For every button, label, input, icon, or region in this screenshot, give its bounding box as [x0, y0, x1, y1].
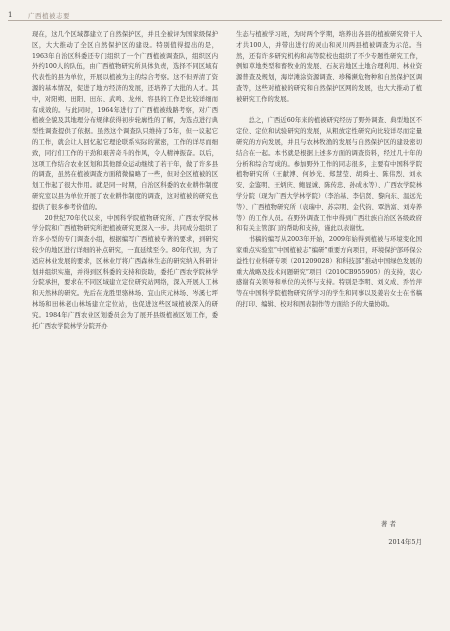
paragraph: 20世纪70年代以来，中国科学院植物研究所、广西农学院林学分院和广西植物研究所把植被研究更深入一步。共同成分组织了许多小型的专门调查小组，根据编写广西植被专著的要求，到研究较少的地区进行详细的补点研究，一直延续至今。80年代初，为了适应林业发展的要求，区林业厅将广西森林生态的研究纳入科研计划并组织实施，并得到区科委的支持和资助，委托广西农学院林学分院承担，要求在不同区域建立定位研究站网络，深入开展人工林和天然林的研究。先后在龙胜里骆林场、宜山庆元林场、岑溪七坪林场和田林老山林场建立定位站，也促进这些区域植被深入的研究。1984年广西农业区划委员会为了展开县级植被区划工作，委托广西农学院林学分院开办 [32, 214, 218, 330]
page-number: 1 [8, 11, 13, 19]
paragraph: 书稿的编写从2003年开始，2009年始得到植被与环境变化国家重点实验室“中国植被志”编研”重要方向项目，环境保护部环保公益性行业科研专项（201209028）和科技部“推动中国绿色发展的重大战略及技术问题研究”项目（2010CB955905）的支持，衷心感谢有关领导和单位的关怀与支持。特别是李明、刘义成、乔竹萍等在中国科学院植物研究所学习的学生和同事以及姜岩女士在书稿的打印、编辑、校对和图表制作等方面给予的大量协助。 [236, 236, 422, 308]
right-text-column [236, 30, 422, 311]
left-text-column [32, 30, 218, 332]
paragraph: 现在，这几个区域都建立了自然保护区，并且全被评为国家级保护区，大大推动了全区自然保护区的建设。特别值得提出的是，1963年自治区科委还专门组织了一个广西植被调查队，组织区内外约100人的队伍，由广西植物研究所具体负责，选择不同区域有代表性的县为单位，开展以植被为主的综合考察。这不但弄清了资源的基本情况，促进了地方经济的发展，还培养了大批的人才。其中，对阳朔、田阳、田东、武鸣、龙州、容县的工作是比较详细而有成效的。与此同时，1964年进行了广西植被线路考察，对广西植被全貌及其地理分布规律获得初步轮廓性的了解，为选点进行典型性调查提供了依据。虽然这个调查队只维持了5年，但一议起它的工作，就会让人回忆起它理论联系实际的紧密，工作的详尽而细致，同行们工作的干劲和艰苦奇斗的作风，令人精神振奋。以后，这项工作结合农业区划和其他群众运动继续了若干年，做了许多县的调查，虽然在植被调查方面稍微偏略了一些，但对全区植被的区划工作起了很大作用。就是同一时期，自治区科委的农业耕作制度研究室以县为单位开展了农业耕作制度的调查，这对植被的研究也提供了很多参考价值的。 [32, 31, 218, 211]
author-signature: 著 者 [380, 520, 396, 528]
running-header-title: 广西植被志要 [28, 12, 70, 20]
header-divider [8, 20, 442, 21]
paragraph: 生态与植被学习班，为时两个学期，培养出各县的植被研究骨干人才共100人，并带出进行的灵山和灵川两县植被调查为示范。当然，还有许多研究机构和高等院校也组织了不少专题性研究工作，例如草地类型和畜牧业的发展、石灰岩地区土地合理利用、林业资源普查及规划，海岸滩涂资源调查、珍稀濒危物种和自然保护区调查等，这些对植被的研究和自然保护区网的发展，也大大推动了植被研究工作的发展。 [236, 31, 422, 103]
signature-date: 2014年5月 [388, 538, 422, 546]
paragraph: 总之，广西近60年来的植被研究经历了野外调查、典型地区不定位、定位和试验研究的发展，从粗放定性研究向比较详尽而定量研究的方向发展，并且与农林牧渔的发展与自然保护区的建设密切结合在一起。本书就是根据上述多方面的调查资料，经过几十年的分析和综合写成的。参加野外工作的同志很多，主要有中国科学院植物研究所（王献溥、何妙光、郑慧莹、胡舜士、陈伟烈、刘永安、金鉴明、王炳庆、鲍显诚、陈传忠、孙成永等）、广西农学院林学分院（现为广西大学林学院）（李治基、李信贤、黎向东、温远光等）、广西植物研究所（袁瑞中、苏宗明、金代钧、覃浩富、刘寿养等）的工作人员。在野外调查工作中得到广西壮族自治区各级政府和有关主管部门的帮助和支持，谨此以表谢忱。 [236, 117, 422, 233]
